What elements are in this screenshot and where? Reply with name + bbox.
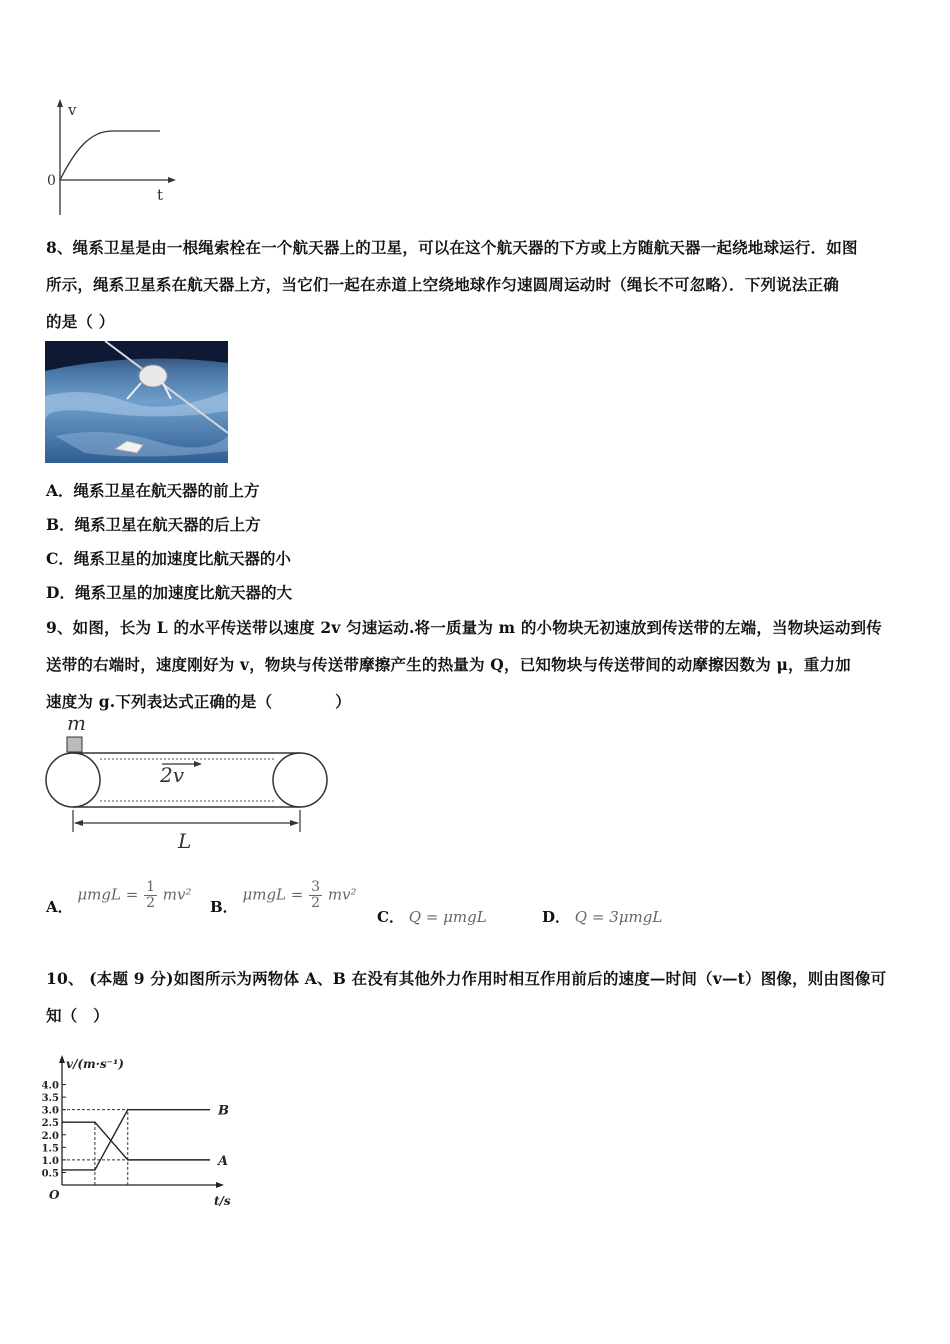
length-arrow-right xyxy=(290,820,299,826)
q9-option-b-lhs: μmgL = xyxy=(242,885,304,904)
chart-y-tick-label: 2.5 xyxy=(41,1118,59,1130)
q9-option-b-den: 2 xyxy=(311,895,321,911)
chart-series-label-a: A xyxy=(218,1153,229,1169)
q9-option-a-label: A． xyxy=(46,897,73,916)
q9-option-a-fraction xyxy=(144,880,157,911)
chart-y-tick-label: 1.5 xyxy=(41,1143,59,1155)
q9-option-d-expr: Q = 3μmgL xyxy=(574,908,663,926)
chart-origin: O xyxy=(49,1188,60,1202)
speed-label: 2v xyxy=(160,763,185,787)
q9-text-line2: 送带的右端时，速度刚好为 v，物块与传送带摩擦产生的热量为 Q，已知物块与传送带间的动摩擦因数为 μ，重力加 xyxy=(46,655,851,674)
q8-option-b[interactable]: B．绳系卫星在航天器的后上方 xyxy=(46,515,261,534)
q9-option-b-label: B． xyxy=(210,897,238,916)
q9-text-line3: 速度为 g.下列表达式正确的是（ ） xyxy=(46,692,351,711)
vt-x-arrow xyxy=(168,177,176,183)
chart-y-tick-label: 4.0 xyxy=(41,1080,59,1092)
vt-origin: 0 xyxy=(47,173,56,189)
chart-y-arrow xyxy=(59,1055,65,1063)
q9-option-a-den: 2 xyxy=(146,895,155,911)
q9-option-d-label: D． xyxy=(542,908,571,926)
block-icon xyxy=(67,737,82,752)
ab-velocity-chart xyxy=(40,1035,240,1225)
left-roller xyxy=(46,753,100,807)
q9-option-a-num: 1 xyxy=(146,879,155,895)
q9-option-c-label: C． xyxy=(377,908,404,926)
q9-option-c[interactable] xyxy=(377,906,487,927)
q8-text-line2: 所示，绳系卫星系在航天器上方，当它们一起在赤道上空绕地球作匀速圆周运动时（绳长不可忽略）．下列说法正确 xyxy=(46,275,839,294)
chart-y-tick-label: 3.0 xyxy=(41,1105,59,1117)
right-roller xyxy=(273,753,327,807)
vt-y-arrow xyxy=(57,99,63,107)
q9-option-b[interactable] xyxy=(210,879,357,916)
chart-series-a xyxy=(62,1122,210,1160)
length-label: L xyxy=(178,829,192,853)
chart-x-label: t/s xyxy=(214,1194,231,1208)
mass-label: m xyxy=(67,712,86,735)
chart-x-arrow xyxy=(216,1182,224,1188)
q9-option-d[interactable] xyxy=(542,906,662,927)
chart-series-label-b: B xyxy=(218,1103,229,1119)
q9-text-line1: 9、如图，长为 L 的水平传送带以速度 2v 匀速运动.将一质量为 m 的小物块无初速放到传送带的左端，当物块运动到传 xyxy=(46,618,882,637)
tethered-satellite-photo xyxy=(45,341,228,463)
q9-option-c-expr: Q = μmgL xyxy=(408,908,487,926)
q9-option-a-lhs: μmgL = xyxy=(77,885,139,904)
q9-option-b-num: 3 xyxy=(311,879,321,895)
chart-y-tick-label: 0.5 xyxy=(41,1168,59,1180)
q8-text-line3: 的是（ ） xyxy=(46,312,115,331)
q9-option-b-fraction xyxy=(309,880,322,911)
vt-y-label: v xyxy=(68,101,77,119)
chart-y-label: v/(m·s⁻¹) xyxy=(66,1057,124,1071)
q10-text-line2: 知（ ） xyxy=(46,1006,109,1025)
conveyor-diagram xyxy=(40,712,340,857)
q8-option-d[interactable]: D．绳系卫星的加速度比航天器的大 xyxy=(46,583,292,602)
chart-y-tick-label: 1.0 xyxy=(41,1155,59,1167)
chart-y-tick-label: 3.5 xyxy=(41,1093,59,1105)
length-arrow-left xyxy=(74,820,83,826)
q10-text-line1: 10、 (本题 9 分)如图所示为两物体 A、B 在没有其他外力作用时相互作用前后的速度—时间（v—t）图像，则由图像可 xyxy=(46,969,887,988)
q9-option-a[interactable] xyxy=(46,879,192,916)
vt-curve xyxy=(60,131,160,180)
vt-x-label: t xyxy=(157,186,164,204)
q8-option-a[interactable]: A．绳系卫星在航天器的前上方 xyxy=(46,481,260,500)
q8-option-c[interactable]: C．绳系卫星的加速度比航天器的小 xyxy=(46,549,291,568)
vt-graph xyxy=(40,95,180,220)
chart-series-b xyxy=(62,1110,210,1170)
q9-option-b-rhs: mv² xyxy=(327,885,357,904)
chart-y-tick-label: 2.0 xyxy=(41,1130,59,1142)
velocity-arrowhead xyxy=(194,761,202,767)
q9-option-a-rhs: mv² xyxy=(162,885,192,904)
q8-text-line1: 8、绳系卫星是由一根绳索栓在一个航天器上的卫星，可以在这个航天器的下方或上方随航天器一起绕地球运行．如图 xyxy=(46,238,858,257)
